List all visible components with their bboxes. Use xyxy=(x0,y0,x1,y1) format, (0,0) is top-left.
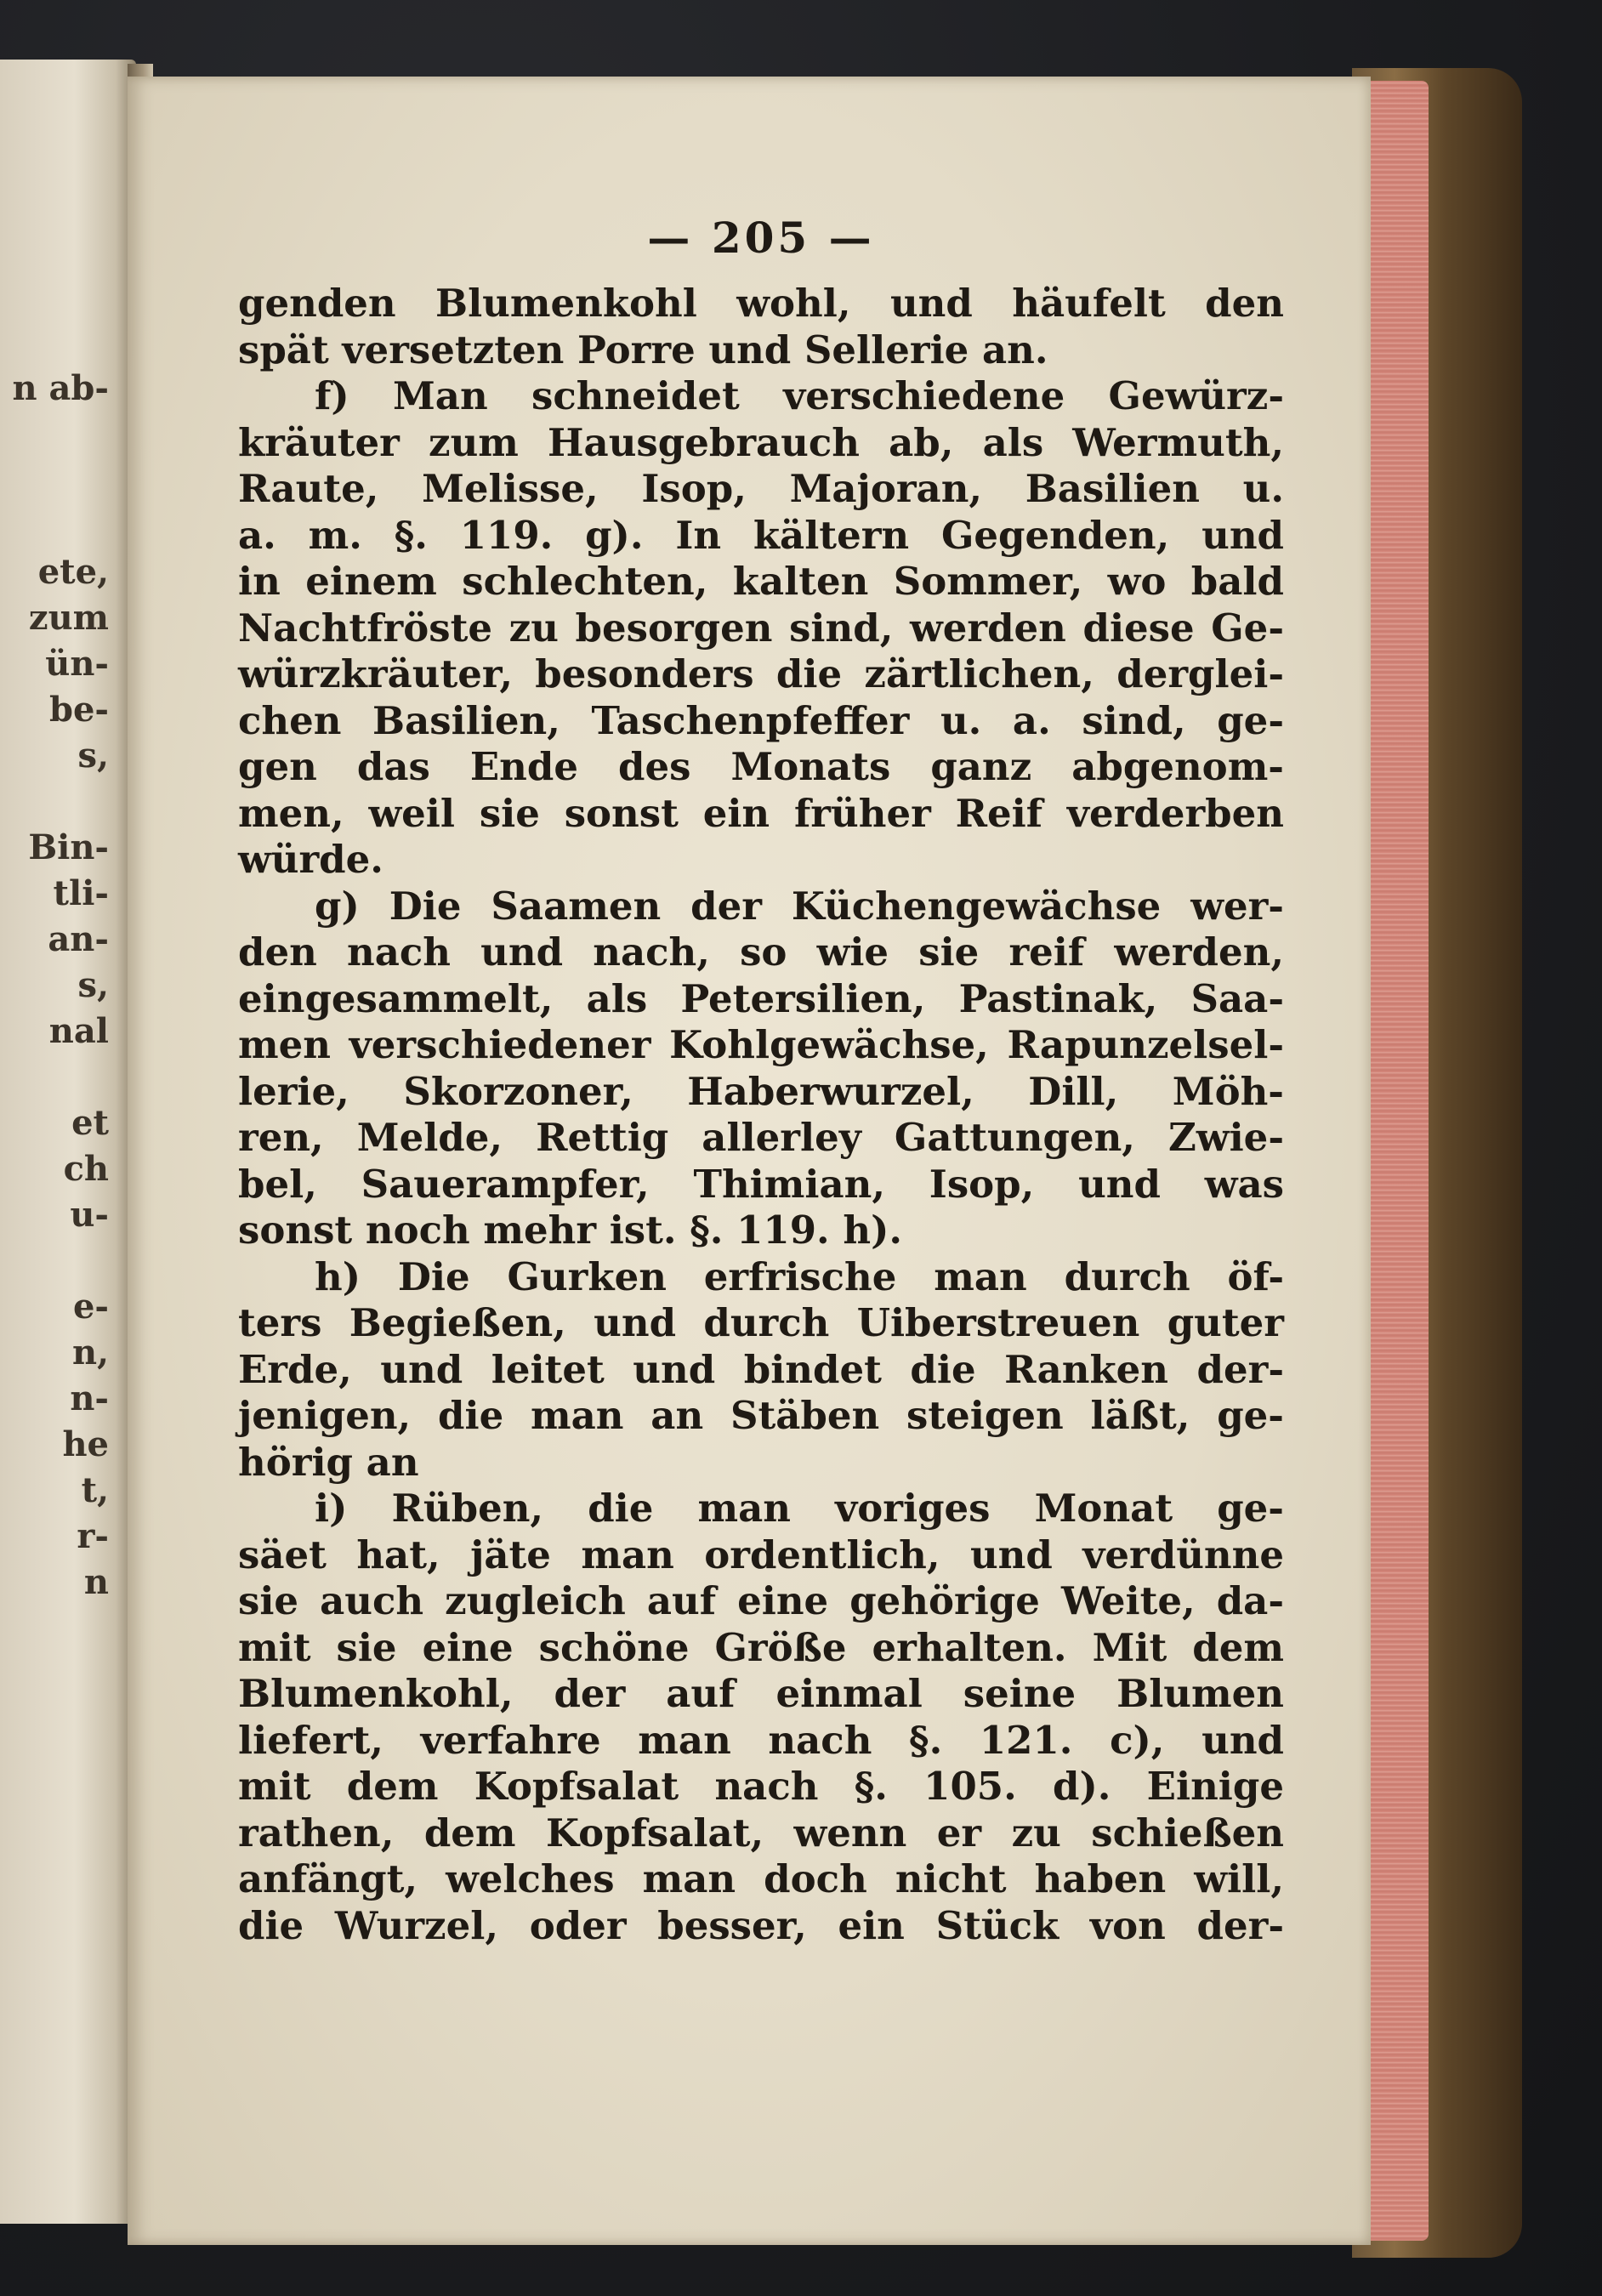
facing-page-fragment xyxy=(0,1835,128,1881)
text-line: bel, Sauerampfer, Thimian, Isop, und was xyxy=(238,1161,1284,1207)
text-line: säet hat, jäte man ordentlich, und verdünne xyxy=(238,1532,1284,1577)
page-number: — 205 — xyxy=(647,213,875,263)
text-line: Erde, und leitet und bindet die Ranken der- xyxy=(238,1346,1284,1392)
facing-page-fragment: s, xyxy=(77,736,109,776)
text-line: men verschiedener Kohlgewächse, Rapunzelsel- xyxy=(238,1022,1284,1067)
facing-page-fragment: he xyxy=(62,1424,109,1464)
facing-page-fragment: n xyxy=(83,1562,109,1602)
text-line: liefert, verfahre man nach §. 121. c), und xyxy=(238,1717,1284,1763)
text-line: chen Basilien, Taschenpfeffer u. a. sind, ge- xyxy=(238,697,1284,743)
facing-page-fragment: s, xyxy=(77,965,109,1005)
facing-page-fragment xyxy=(0,503,128,549)
facing-page-fragment xyxy=(0,1605,128,1651)
facing-page-fragment: u- xyxy=(70,1195,109,1235)
facing-page-edge xyxy=(0,60,136,2224)
text-line: h) Die Gurken erfrische man durch öf- xyxy=(315,1253,1284,1299)
text-line: Raute, Melisse, Isop, Majoran, Basilien u. xyxy=(238,466,1284,511)
text-line: in einem schlechten, kalten Sommer, wo bald xyxy=(238,559,1284,604)
facing-page-fragment: zum xyxy=(28,598,109,638)
facing-page-fragment xyxy=(0,457,128,503)
facing-page-fragment: be- xyxy=(48,690,109,730)
facing-page-fragment: n, xyxy=(71,1333,109,1372)
facing-page-fragment: tli- xyxy=(53,873,109,913)
facing-page-fragment: t, xyxy=(81,1470,109,1510)
text-line: ren, Melde, Rettig allerley Gattungen, Zwie- xyxy=(238,1115,1284,1160)
facing-page-fragment: Bin- xyxy=(28,827,109,867)
text-line: Blumenkohl, der auf einmal seine Blumen xyxy=(238,1671,1284,1716)
facing-page-fragment xyxy=(0,412,128,457)
facing-page-text-fragments xyxy=(0,366,128,1881)
text-line: spät versetzten Porre und Sellerie an. xyxy=(238,327,1048,372)
text-line: eingesammelt, als Petersilien, Pastinak, Saa- xyxy=(238,975,1284,1021)
facing-page-fragment: nal xyxy=(48,1011,109,1051)
text-lines xyxy=(238,281,1284,1949)
text-line: genden Blumenkohl wohl, und häufelt den xyxy=(238,281,1284,326)
book-page xyxy=(128,77,1371,2245)
facing-page-fragment xyxy=(0,779,128,825)
text-line: lerie, Skorzoner, Haberwurzel, Dill, Möh- xyxy=(238,1068,1284,1114)
text-line: a. m. §. 119. g). In kältern Gegenden, und xyxy=(238,512,1284,558)
text-line: f) Man schneidet verschiedene Gewürz- xyxy=(315,373,1284,418)
text-line: Nachtfröste zu besorgen sind, werden diese Ge- xyxy=(238,605,1284,651)
facing-page-fragment xyxy=(0,1238,128,1284)
text-line: würzkräuter, besonders die zärtlichen, derglei- xyxy=(238,651,1284,696)
facing-page-fragment xyxy=(0,1743,128,1789)
page-text-block xyxy=(238,196,1284,1949)
facing-page-fragment: e- xyxy=(72,1287,109,1327)
facing-page-fragment: n ab- xyxy=(12,368,109,408)
text-line: hörig an xyxy=(238,1439,419,1485)
text-line: ters Begießen, und durch Uiberstreuen guter xyxy=(238,1300,1284,1345)
text-line: i) Rüben, die man voriges Monat ge- xyxy=(315,1486,1284,1531)
page-block-edge xyxy=(1361,81,1429,2241)
text-line: sonst noch mehr ist. §. 119. h). xyxy=(238,1208,903,1253)
text-line: g) Die Saamen der Küchengewächse wer- xyxy=(315,883,1284,929)
facing-page-fragment: n- xyxy=(70,1378,109,1418)
text-line: sie auch zugleich auf eine gehörige Weite, da- xyxy=(238,1578,1284,1623)
facing-page-fragment: ch xyxy=(63,1149,109,1189)
facing-page-fragment xyxy=(0,1789,128,1835)
text-line: mit sie eine schöne Größe erhalten. Mit dem xyxy=(238,1624,1284,1670)
text-line: anfängt, welches man doch nicht haben will, xyxy=(238,1856,1284,1901)
facing-page-fragment xyxy=(0,1054,128,1100)
text-line: mit dem Kopfsalat nach §. 105. d). Einige xyxy=(238,1764,1284,1809)
facing-page-fragment: ün- xyxy=(45,644,109,684)
facing-page-fragment: r- xyxy=(77,1516,109,1556)
facing-page-fragment xyxy=(0,1651,128,1697)
text-line: men, weil sie sonst ein früher Reif verderben xyxy=(238,790,1284,836)
text-line: die Wurzel, oder besser, ein Stück von der- xyxy=(238,1902,1284,1948)
text-line: den nach und nach, so wie sie reif werden, xyxy=(238,929,1284,975)
facing-page-fragment xyxy=(0,1697,128,1743)
text-line: kräuter zum Hausgebrauch ab, als Wermuth, xyxy=(238,419,1284,465)
text-line: würde. xyxy=(238,837,383,882)
facing-page-fragment: ete, xyxy=(37,552,109,592)
text-line: gen das Ende des Monats ganz abgenom- xyxy=(238,744,1284,789)
text-line: rathen, dem Kopfsalat, wenn er zu schießen xyxy=(238,1810,1284,1856)
facing-page-fragment: et xyxy=(71,1103,109,1143)
facing-page-fragment: an- xyxy=(48,919,109,959)
text-line: jenigen, die man an Stäben steigen läßt, ge- xyxy=(238,1393,1284,1438)
